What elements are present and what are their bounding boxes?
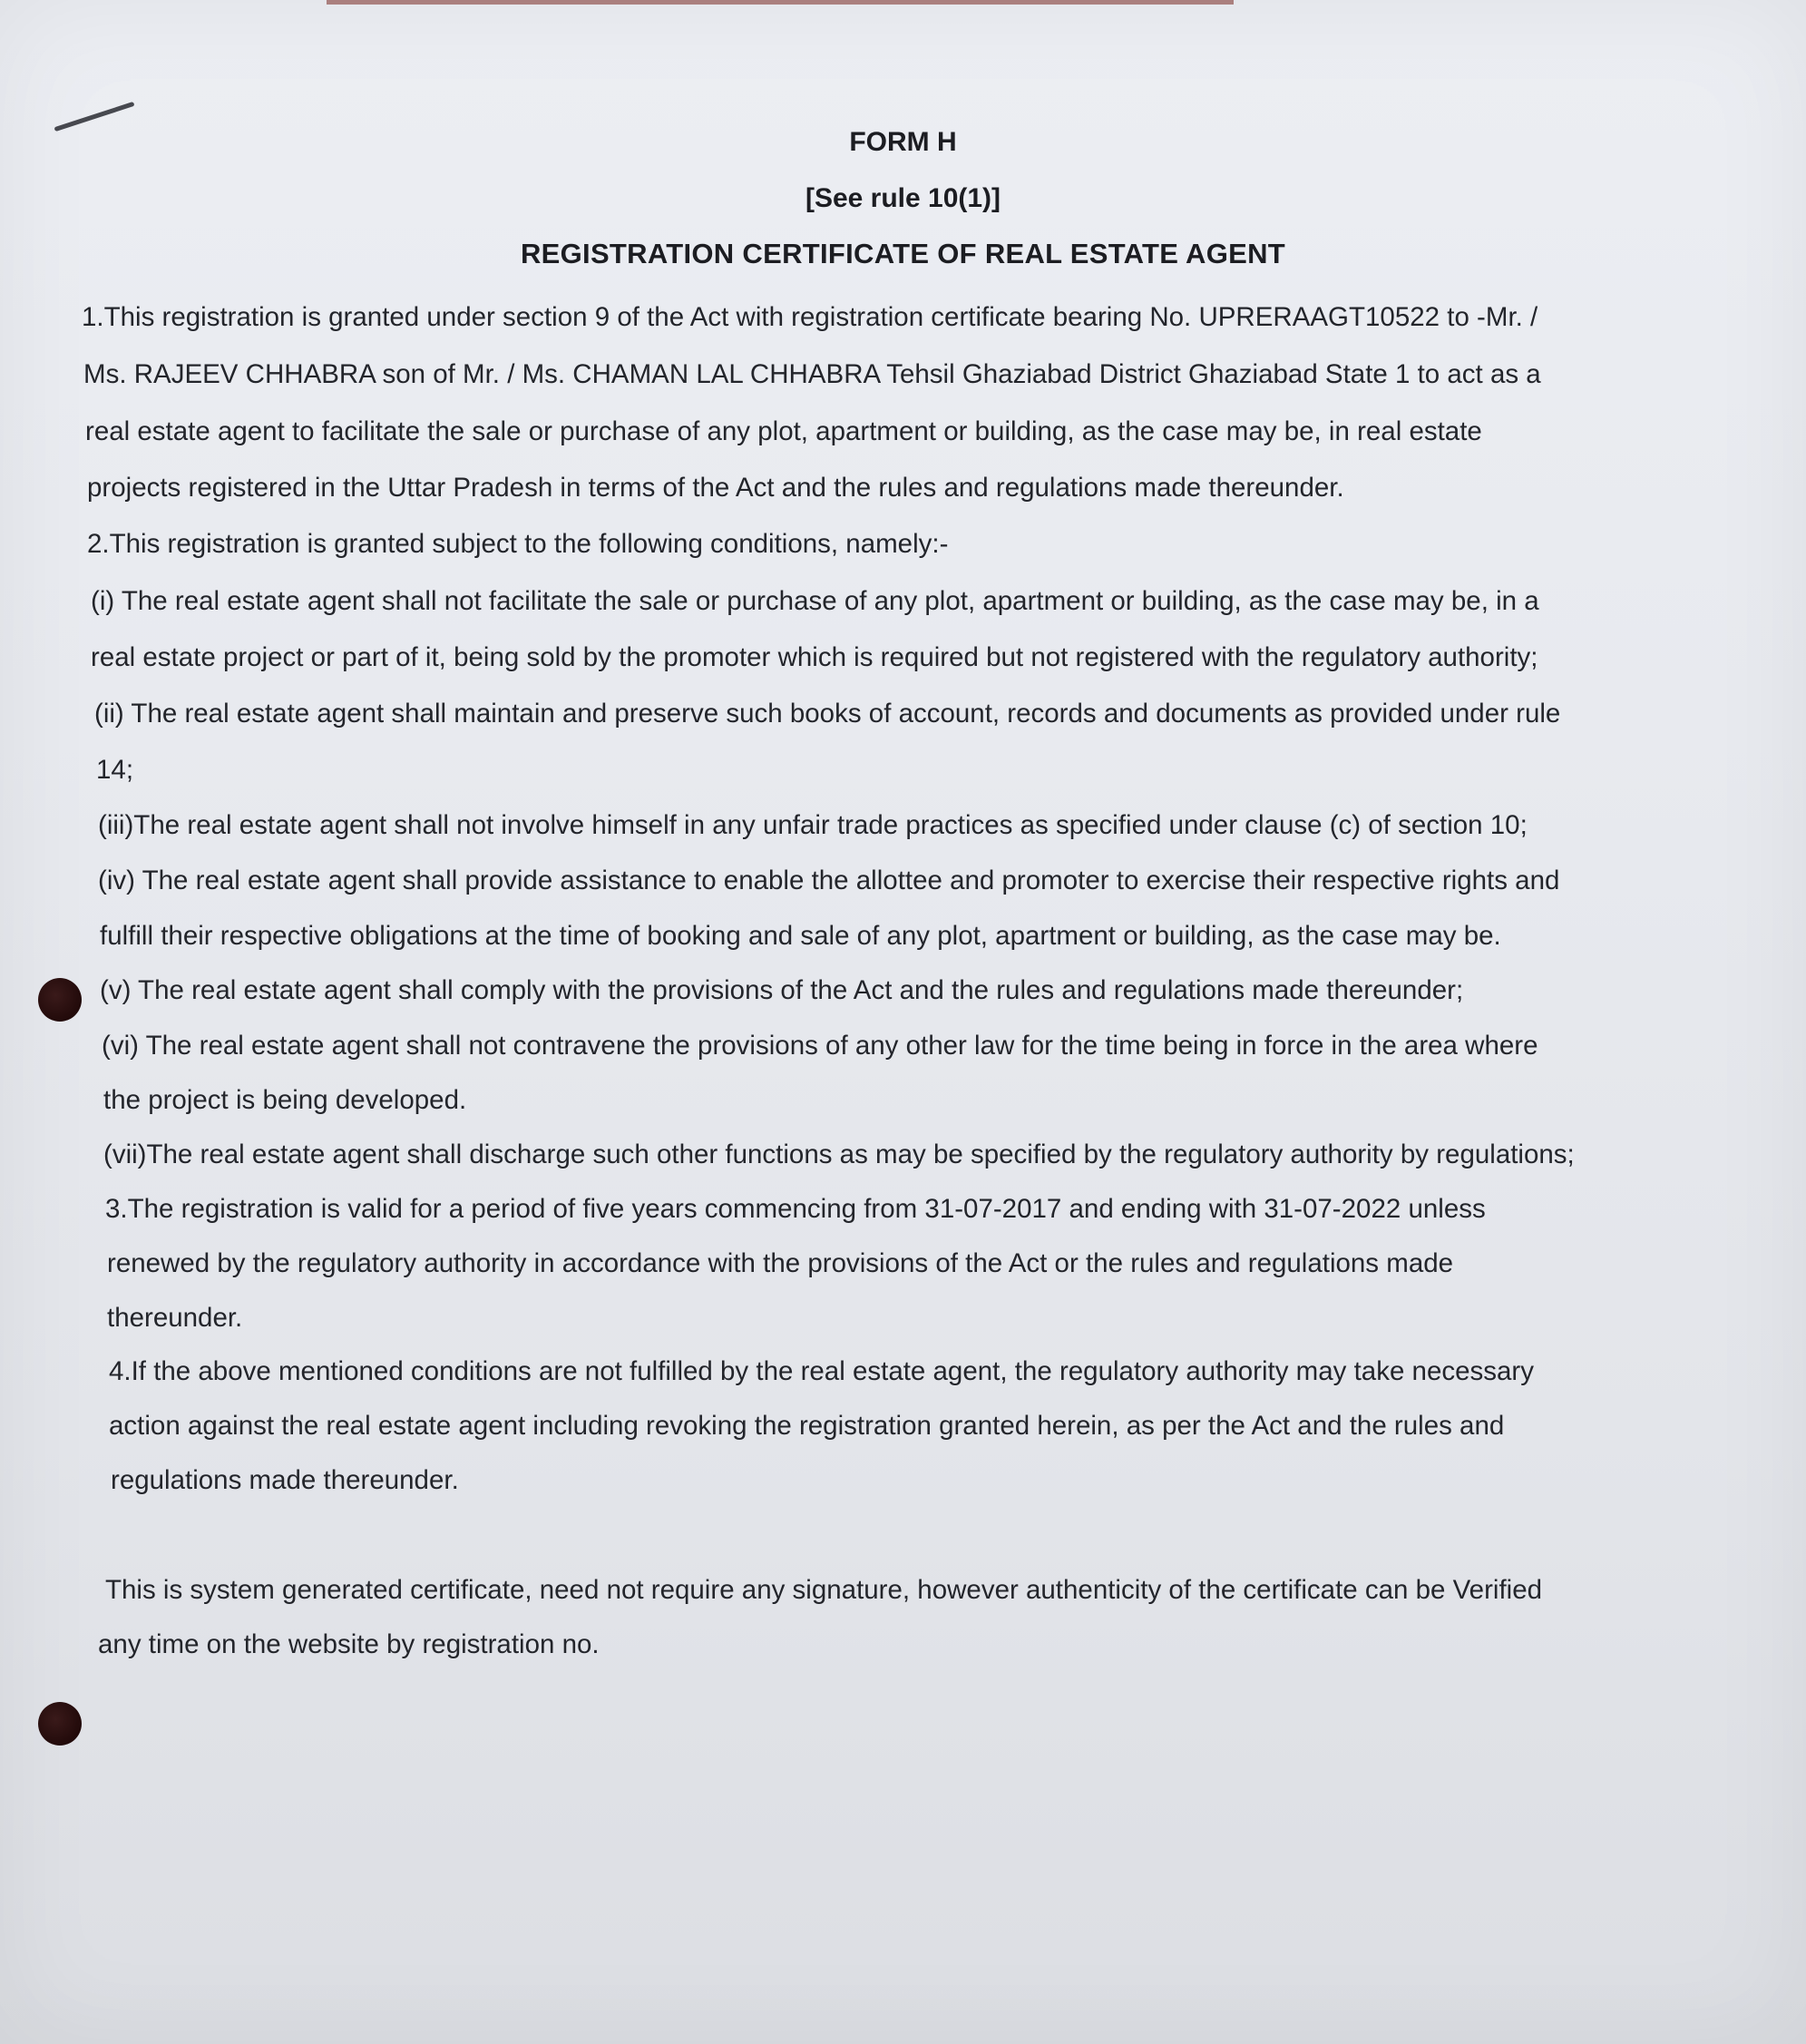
punch-hole-lower bbox=[38, 1702, 82, 1746]
body-line: (vii)The real estate agent shall discharge such other functions as may be specified by the regulatory authority by regulations; bbox=[103, 1139, 1575, 1169]
body-line: projects registered in the Uttar Pradesh in terms of the Act and the rules and regulations made thereunder. bbox=[87, 473, 1344, 503]
body-line: (ii) The real estate agent shall maintain and preserve such books of account, records and documents as provided under rule bbox=[94, 699, 1561, 729]
body-line: real estate agent to facilitate the sale or purchase of any plot, apartment or building, as the case may be, in real estate bbox=[85, 416, 1482, 446]
body-line: regulations made thereunder. bbox=[111, 1465, 459, 1495]
body-line: (iv) The real estate agent shall provide assistance to enable the allottee and promoter to exercise their respective rights and bbox=[98, 866, 1560, 895]
rule-reference: [See rule 10(1)] bbox=[805, 183, 1001, 213]
body-line: 2.This registration is granted subject to the following conditions, namely:- bbox=[87, 529, 949, 559]
body-line: fulfill their respective obligations at the time of booking and sale of any plot, apartment or building, as the case may be. bbox=[100, 921, 1501, 951]
footer-line: any time on the website by registration no. bbox=[98, 1629, 600, 1659]
body-line: renewed by the regulatory authority in accordance with the provisions of the Act or the rules and regulations made bbox=[107, 1248, 1454, 1278]
form-title: FORM H bbox=[849, 127, 957, 157]
certificate-heading: REGISTRATION CERTIFICATE OF REAL ESTATE AGENT bbox=[520, 238, 1286, 269]
body-line: the project is being developed. bbox=[103, 1085, 467, 1115]
body-line: 3.The registration is valid for a period of five years commencing from 31-07-2017 and ending with 31-07-2022 unless bbox=[105, 1194, 1486, 1224]
body-line: (vi) The real estate agent shall not contravene the provisions of any other law for the time being in force in the area where bbox=[102, 1031, 1538, 1061]
body-line: 14; bbox=[96, 755, 134, 785]
body-line: Ms. RAJEEV CHHABRA son of Mr. / Ms. CHAMAN LAL CHHABRA Tehsil Ghaziabad District Ghaziabad State 1 to act as a bbox=[83, 359, 1541, 389]
body-line: 4.If the above mentioned conditions are not fulfilled by the real estate agent, the regulatory authority may take necessary bbox=[109, 1356, 1534, 1386]
body-line: real estate project or part of it, being sold by the promoter which is required but not registered with the regulatory authority; bbox=[91, 642, 1538, 672]
body-line: (v) The real estate agent shall comply with the provisions of the Act and the rules and regulations made thereunder; bbox=[100, 975, 1464, 1005]
body-line: thereunder. bbox=[107, 1303, 243, 1333]
body-line: action against the real estate agent including revoking the registration granted herein, as per the Act and the rules and bbox=[109, 1411, 1505, 1441]
punch-hole-upper bbox=[38, 978, 82, 1022]
top-edge-strip bbox=[327, 0, 1234, 5]
body-line: (iii)The real estate agent shall not involve himself in any unfair trade practices as specified under clause (c) of section 10; bbox=[98, 810, 1528, 840]
body-line: 1.This registration is granted under section 9 of the Act with registration certificate bearing No. UPRERAAGT10522 to -Mr. / bbox=[82, 302, 1538, 332]
body-line: (i) The real estate agent shall not facilitate the sale or purchase of any plot, apartment or building, as the case may be, in a bbox=[91, 586, 1539, 616]
footer-line: This is system generated certificate, need not require any signature, however authenticity of the certificate can be Verified bbox=[105, 1575, 1543, 1605]
